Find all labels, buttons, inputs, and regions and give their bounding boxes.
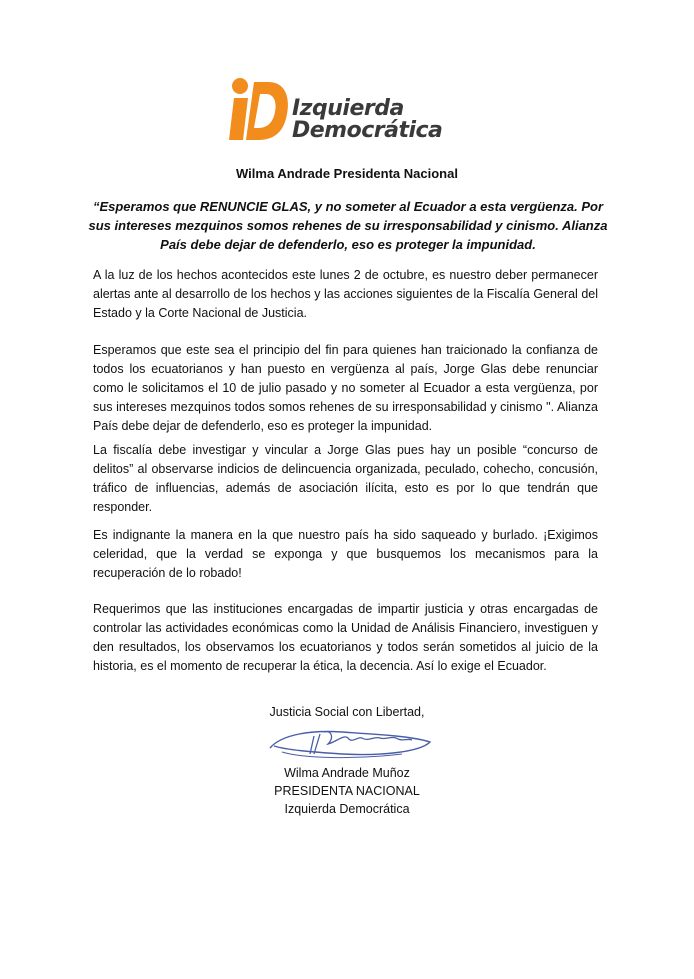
signer-party: Izquierda Democrática [284,802,410,816]
logo-line-1: Izquierda [292,96,404,121]
party-logo [228,76,478,148]
signer-name: Wilma Andrade Muñoz [284,766,410,780]
paragraph-text: La fiscalía debe investigar y vincular a Jorge Glas pues hay un posible “concurso de delitos” al observarse indicios de delincuencia organizada, peculado, cohecho, concusión, tráfico de influencias, además de asociación ilícita, esto es por lo que tendrán que responder. [93,443,598,514]
paragraph-4 [93,526,598,583]
signer-role: PRESIDENTA NACIONAL [274,784,420,798]
paragraph-text: A la luz de los hechos acontecidos este lunes 2 de octubre, es nuestro deber permanecer alertas ante al desarrollo de los hechos y las acciones siguientes de la Fiscalía General del Estado y la Corte Nacional de Justicia. [93,268,598,320]
paragraph-1 [93,266,598,323]
handwritten-signature [262,724,437,762]
paragraph-2 [93,341,598,436]
logo-line-2: Democrática [292,118,443,143]
paragraph-text: Es indignante la manera en la que nuestro país ha sido saqueado y burlado. ¡Exigimos celeridad, que la verdad se exponga y que busquemos los mecanismos para la recuperación de lo robado! [93,528,598,580]
paragraph-3 [93,441,598,517]
closing-line: Justicia Social con Libertad, [269,705,425,719]
headline-quote: “Esperamos que RENUNCIE GLAS, y no someter al Ecuador a esta vergüenza. Por sus intereses mezquinos somos rehenes de su irresponsabilidad y cinismo. Alianza País debe dejar de defenderlo, eso es proteger la impunidad. [88,199,608,252]
document-title: Wilma Andrade Presidenta Nacional [236,166,458,181]
paragraph-text: Esperamos que este sea el principio del fin para quienes han traicionado la confianza de todos los ecuatorianos y han puesto en vergüenza al país, Jorge Glas debe renunciar como le solicitamos el 10 de julio pasado y no someter al Ecuador a esta vergüenza, por sus intereses mezquinos todos somos rehenes de su irresponsabilidad y cinismo ". Alianza País debe dejar de defenderlo, eso es proteger la impunidad. [93,343,598,433]
id-logo-mark [228,76,290,146]
paragraph-5 [93,600,598,676]
paragraph-text: Requerimos que las instituciones encargadas de impartir justicia y otras encargadas de controlar las actividades económicas como la Unidad de Análisis Financiero, investiguen y den resultados, los observamos los ecuatorianos y todos serán sometidos al juicio de la historia, es el momento de recuperar la ética, la decencia. Así lo exige el Ecuador. [93,602,598,673]
